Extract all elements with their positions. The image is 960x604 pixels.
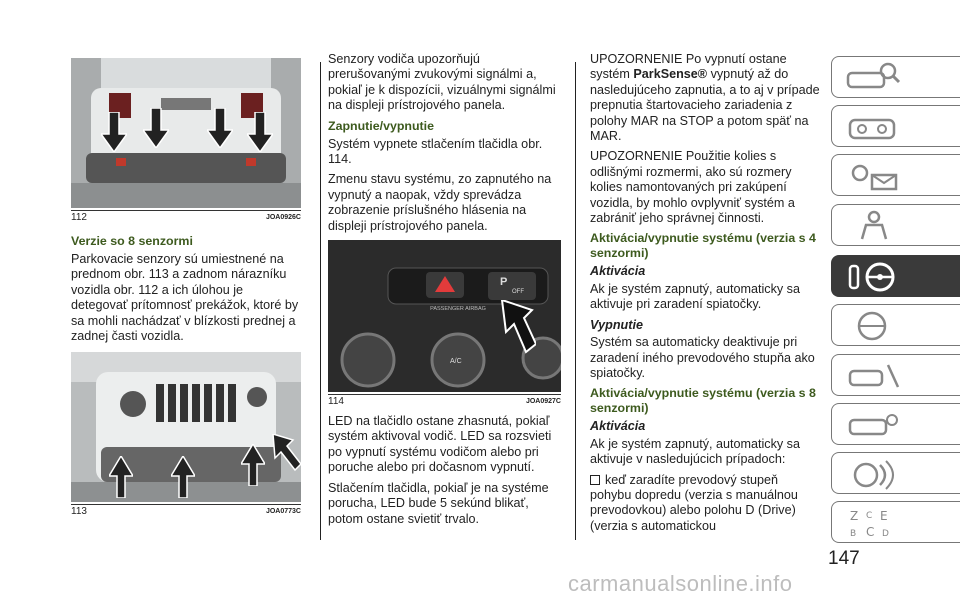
steering-wheel-icon [844,309,904,343]
figure-112-rear-bumper [71,58,301,208]
svg-text:D: D [882,529,889,539]
paragraph-warning [590,52,820,144]
tab-technical-specs[interactable] [831,403,960,445]
tab-warning-lights[interactable] [831,154,960,196]
tab-dashboard[interactable] [831,105,960,147]
paragraph: Ak je systém zapnutý, automaticky sa aktivuje v nasledujúcich prípadoch: [590,436,800,467]
multimedia-icon [844,457,904,491]
section-heading: Aktivácia/vypnutie systému (verzia s 4 senzormi) [590,231,816,261]
column-1 [71,58,301,518]
arrow-icon [496,300,536,356]
tab-starting-driving[interactable] [831,255,960,297]
figure-number: 112 [71,212,87,223]
passenger-airbag-label: PASSENGER AIRBAG [430,306,486,313]
arrow-icon [101,112,127,152]
warning-lights-mail-icon [844,159,904,193]
figure-code: JOA0773C [265,508,301,516]
paragraph: Ak je systém zapnutý, automaticky sa aktivuje pri zaradení spiatočky. [590,281,800,312]
bullet-icon [590,475,600,485]
bullet-item [590,473,820,535]
arrow-icon [143,108,169,148]
watermark: carmanualsonline.info [568,571,793,596]
subheading: Aktivácia [590,419,646,434]
car-search-icon [844,61,904,95]
tab-index[interactable] [831,501,960,543]
text: UPOZORNENIE Po vypnutí ostane systém [590,52,787,82]
tab-safety[interactable] [831,204,960,246]
column-3 [590,52,820,539]
parksense-button-sub: OFF [512,289,524,296]
arrow-icon [171,456,195,498]
figure-caption [71,504,301,518]
car-technical-icon [844,408,904,442]
column-2 [328,52,561,532]
figure-code: JOA0926C [265,214,301,221]
arrow-icon [241,444,265,486]
svg-text:C: C [866,525,875,539]
car-tools-icon [844,359,904,393]
paragraph: Zmenu stavu systému, zo zapnutého na vypnutý a naopak, vždy sprevádza zobrazenie príslušného hlásenia na displeji prístrojového panela. [328,172,552,233]
index-letters-icon [844,506,904,540]
text: vypnutý až do nasledujúceho zapnutia, a to aj v prípade prepnutia štartovacieho zariadenia z polohy MAR na STOP a potom späť na MAR. [590,67,820,144]
figure-number: 113 [71,506,87,518]
subheading: Vypnutie [590,317,643,332]
paragraph: Systém vypnete stlačením tlačidla obr. 114. [328,136,543,167]
subheading: Aktivácia [590,264,646,279]
svg-text:E: E [880,509,888,523]
airbag-seat-icon [844,209,904,243]
tab-servicing[interactable] [831,354,960,396]
arrow-icon [207,108,233,148]
paragraph: Parkovacie senzory sú umiestnené na prednom obr. 113 a zadnom nárazníku vozidla obr. 112 a ich úlohou je detegovať prítomnosť prekážok, ktoré by sa mohli nachádzať v blízkosti prednej a zadnej časti vozidla. [71,252,299,344]
ac-label: A/C [450,358,462,366]
svg-text:C: C [866,511,873,521]
tab-multimedia[interactable] [831,452,960,494]
paragraph: Systém sa automaticky deaktivuje pri zaradení iného prevodového stupňa ako spiatočky. [590,335,815,380]
section-heading: Zapnutie/vypnutie [328,118,435,133]
car-dashboard-icon [844,110,904,144]
paragraph: LED na tlačidlo ostane zhasnutá, pokiaľ systém aktivoval vodič. LED sa rozsvieti po vypnutí systému vodičom alebo pri poruche alebo pri dočasnom vypnutí. [328,414,552,475]
key-steering-wheel-icon [844,260,904,294]
arrow-icon [109,456,133,498]
figure-code: JOA0927C [525,398,561,406]
bullet-text: keď zaradíte prevodový stupeň pohybu dopredu (verzia s manuálnou prevodovkou) alebo polohu D (Drive) (verzia s automatickou [590,472,798,533]
figure-114-parksense-button [328,240,561,392]
svg-text:Z: Z [850,509,859,523]
column-divider [575,62,576,540]
page-number: 147 [828,548,860,569]
arrow-icon [247,112,273,152]
brand-name: ParkSense® [633,67,708,82]
paragraph: Senzory vodiča upozorňujú prerušovanými zvukovými signálmi a, pokiaľ je k dispozícii, vizuálnymi signálmi na displeji prístrojového panela. [328,52,556,113]
arrow-icon [269,434,301,476]
paragraph: Stlačením tlačidla, pokiaľ je na systéme porucha, LED bude 5 sekúnd blikať, potom ostane svietiť trvalo. [328,480,549,526]
figure-caption [328,394,561,408]
figure-number: 114 [328,396,344,408]
section-heading: Verzie so 8 senzormi [71,234,193,248]
svg-text:B: B [850,529,857,539]
figure-113-front-bumper [71,352,301,502]
tab-emergency[interactable] [831,304,960,346]
tab-getting-to-know[interactable] [831,56,960,98]
section-heading: Aktivácia/vypnutie systému (verzia s 8 senzormi) [590,386,816,416]
column-divider [320,62,321,540]
paragraph-warning: UPOZORNENIE Použitie kolies s odlišnými rozmermi, ako sú rozmery kolies namontovaných pri zakúpení vozidla, by mohlo ovplyvniť systém a zabrániť jeho správnej činnosti. [590,149,795,226]
figure-caption [71,210,301,224]
parksense-button-label: P [500,276,508,289]
